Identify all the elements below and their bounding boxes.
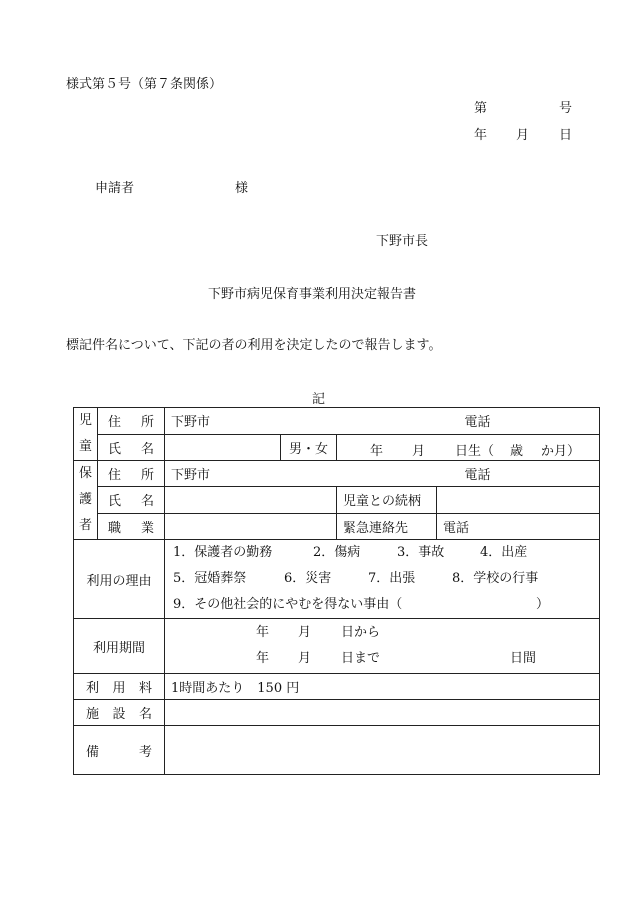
date-year: 年	[474, 128, 488, 143]
table-row	[74, 726, 600, 775]
document-number-dai: 第	[474, 101, 488, 116]
table-row	[74, 619, 600, 674]
guardian-name-value[interactable]	[165, 487, 337, 513]
gender-select[interactable]: 男・女	[281, 434, 337, 461]
facility-label: 施 設 名	[74, 700, 165, 726]
remarks-value[interactable]	[165, 726, 600, 775]
table-row	[74, 408, 600, 435]
date-month: 月	[516, 128, 530, 143]
emergency-phone-field[interactable]: 電話	[437, 513, 600, 539]
report-table	[73, 407, 600, 775]
guardian-occupation-value[interactable]	[165, 513, 337, 539]
relation-value[interactable]	[437, 487, 600, 513]
child-name-label: 氏 名	[98, 434, 165, 461]
guardian-name-label: 氏 名	[98, 487, 165, 513]
facility-value[interactable]	[165, 700, 600, 726]
addressee-label: 申請者	[95, 181, 135, 196]
period-days: 日間	[510, 651, 537, 666]
fee-value: 1時間あたり 150 円	[165, 674, 600, 700]
remarks-label: 備 考	[74, 726, 165, 775]
table-row	[74, 513, 600, 539]
guardian-address-value[interactable]: 下野市 電話	[165, 461, 600, 487]
child-phone-label: 電話	[464, 415, 491, 431]
table-row	[74, 434, 600, 461]
child-address-label: 住 所	[98, 408, 165, 435]
emergency-contact-label: 緊急連絡先	[337, 513, 437, 539]
guardian-occupation-label: 職 業	[98, 513, 165, 539]
table-row	[74, 674, 600, 700]
relation-label: 児童との続柄	[337, 487, 437, 513]
issuer: 下野市長	[376, 234, 429, 249]
ki-label: 記	[312, 392, 326, 407]
document-number-go: 号	[559, 101, 573, 116]
table-row	[74, 540, 600, 619]
period-label: 利用期間	[74, 619, 165, 674]
guardian-group-label: 保 護 者	[74, 461, 98, 540]
birthdate-field[interactable]: 年 月 日生（ 歳 か月）	[337, 434, 600, 461]
addressee-honorific: 様	[235, 181, 249, 196]
fee-label: 利 用 料	[74, 674, 165, 700]
reason-label: 利用の理由	[74, 540, 165, 619]
period-field[interactable]: 年 月 日から 年 月 日まで 日間	[165, 619, 600, 674]
date-day: 日	[559, 128, 573, 143]
table-row	[74, 700, 600, 726]
guardian-phone-label: 電話	[464, 468, 491, 484]
body-text: 標記件名について、下記の者の利用を決定したので報告します。	[66, 338, 442, 353]
guardian-address-label: 住 所	[98, 461, 165, 487]
table-row	[74, 461, 600, 487]
child-name-value[interactable]	[165, 434, 281, 461]
reason-options[interactable]: 1．保護者の勤務 2．傷病 3．事故 4．出産 5．冠婚葬祭 6．災害 7．出張 8．学校の行事 9．その他社会的にやむを得ない事由（ ）	[165, 540, 600, 619]
child-address-value[interactable]: 下野市 電話	[165, 408, 600, 435]
document-title: 下野市病児保育事業利用決定報告書	[208, 287, 417, 302]
table-row	[74, 487, 600, 513]
child-group-label: 児 童	[74, 408, 98, 461]
form-number: 様式第５号（第７条関係）	[66, 77, 223, 92]
